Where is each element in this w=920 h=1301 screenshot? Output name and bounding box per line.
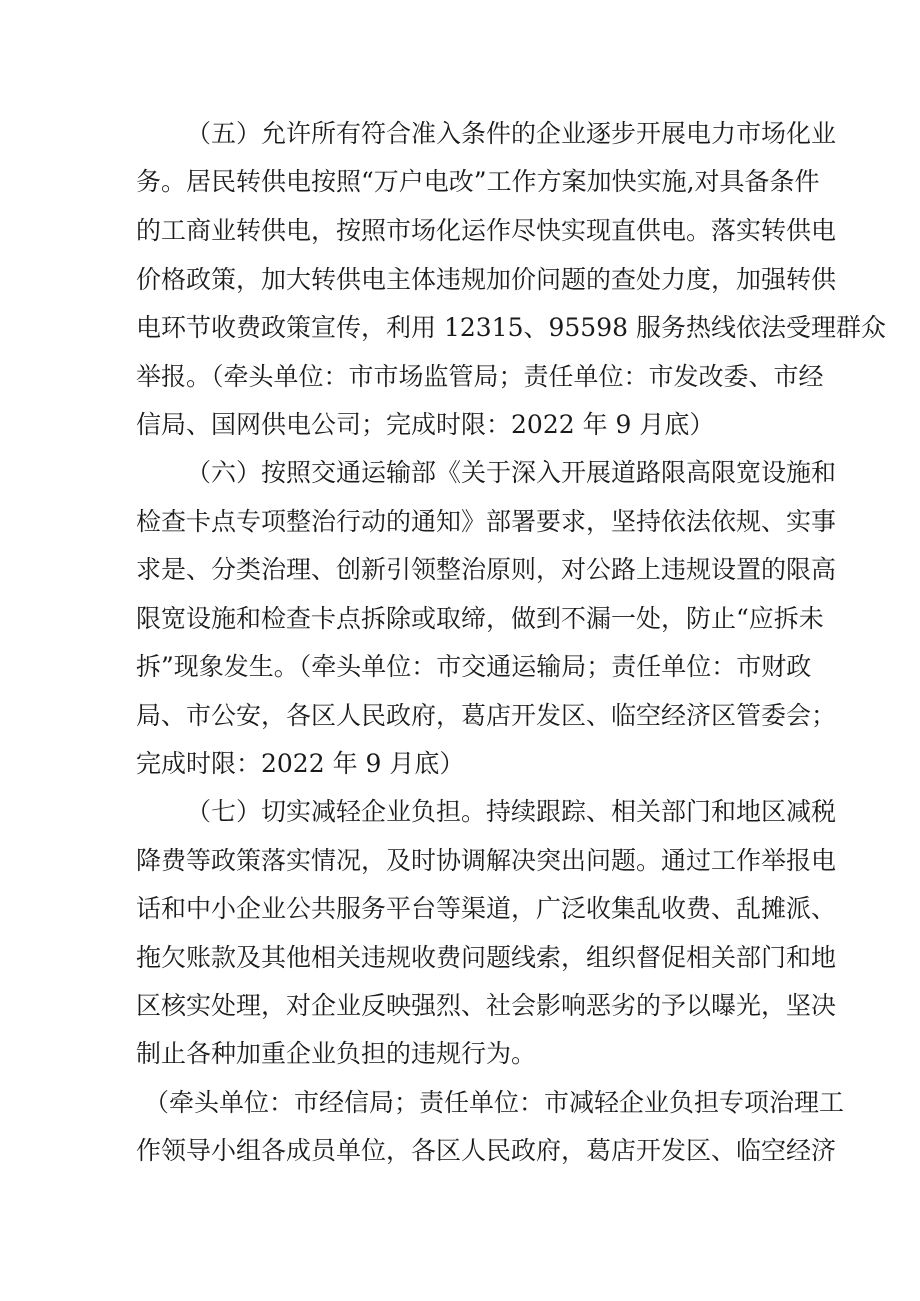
text-line: 检查卡点专项整治行动的通知》部署要求，坚持依法依规、实事 [136,507,837,536]
text-line: 电环节收费政策宣传，利用 12315、95598 服务热线依法受理群众 [136,313,886,342]
text-line: 求是、分类治理、创新引领整治原则，对公路上违规设置的限高 [136,555,837,584]
text-line: 制止各种加重企业负担的违规行为。 [136,1039,537,1068]
text-line: 务。居民转供电按照“万户电改”工作方案加快实施,对具备条件 [136,167,820,196]
text-line: 拖欠账款及其他相关违规收费问题线索，组织督促相关部门和地 [136,943,837,972]
text-line: 降费等政策落实情况，及时协调解决突出问题。通过工作举报电 [136,846,837,875]
text-line: 完成时限：2022 年 9 月底） [136,749,465,778]
text-line: （六）按照交通运输部《关于深入开展道路限高限宽设施和 [186,458,837,487]
text-line: 价格政策，加大转供电主体违规加价问题的查处力度，加强转供 [136,265,837,294]
text-line: 局、市公安，各区人民政府，葛店开发区、临空经济区管委会； [136,701,837,730]
text-line: 信局、国网供电公司；完成时限：2022 年 9 月底） [136,410,715,439]
text-line: 作领导小组各成员单位，各区人民政府，葛店开发区、临空经济 [136,1136,837,1165]
text-line: 区核实处理，对企业反映强烈、社会影响恶劣的予以曝光，坚决 [136,991,837,1020]
text-line: 话和中小企业公共服务平台等渠道，广泛收集乱收费、乱摊派、 [136,894,837,923]
text-line: （五）允许所有符合准入条件的企业逐步开展电力市场化业 [186,119,837,148]
text-line: 拆”现象发生。（牵头单位：市交通运输局；责任单位：市财政 [136,652,812,681]
text-line: （牵头单位：市经信局；责任单位：市减轻企业负担专项治理工 [144,1088,845,1117]
text-line: 举报。（牵头单位：市市场监管局；责任单位：市发改委、市经 [136,362,824,391]
text-line: （七）切实减轻企业负担。持续跟踪、相关部门和地区减税 [186,797,837,826]
text-line: 限宽设施和检查卡点拆除或取缔，做到不漏一处，防止“应拆未 [136,604,824,633]
text-line: 的工商业转供电，按照市场化运作尽快实现直供电。落实转供电 [136,216,837,245]
